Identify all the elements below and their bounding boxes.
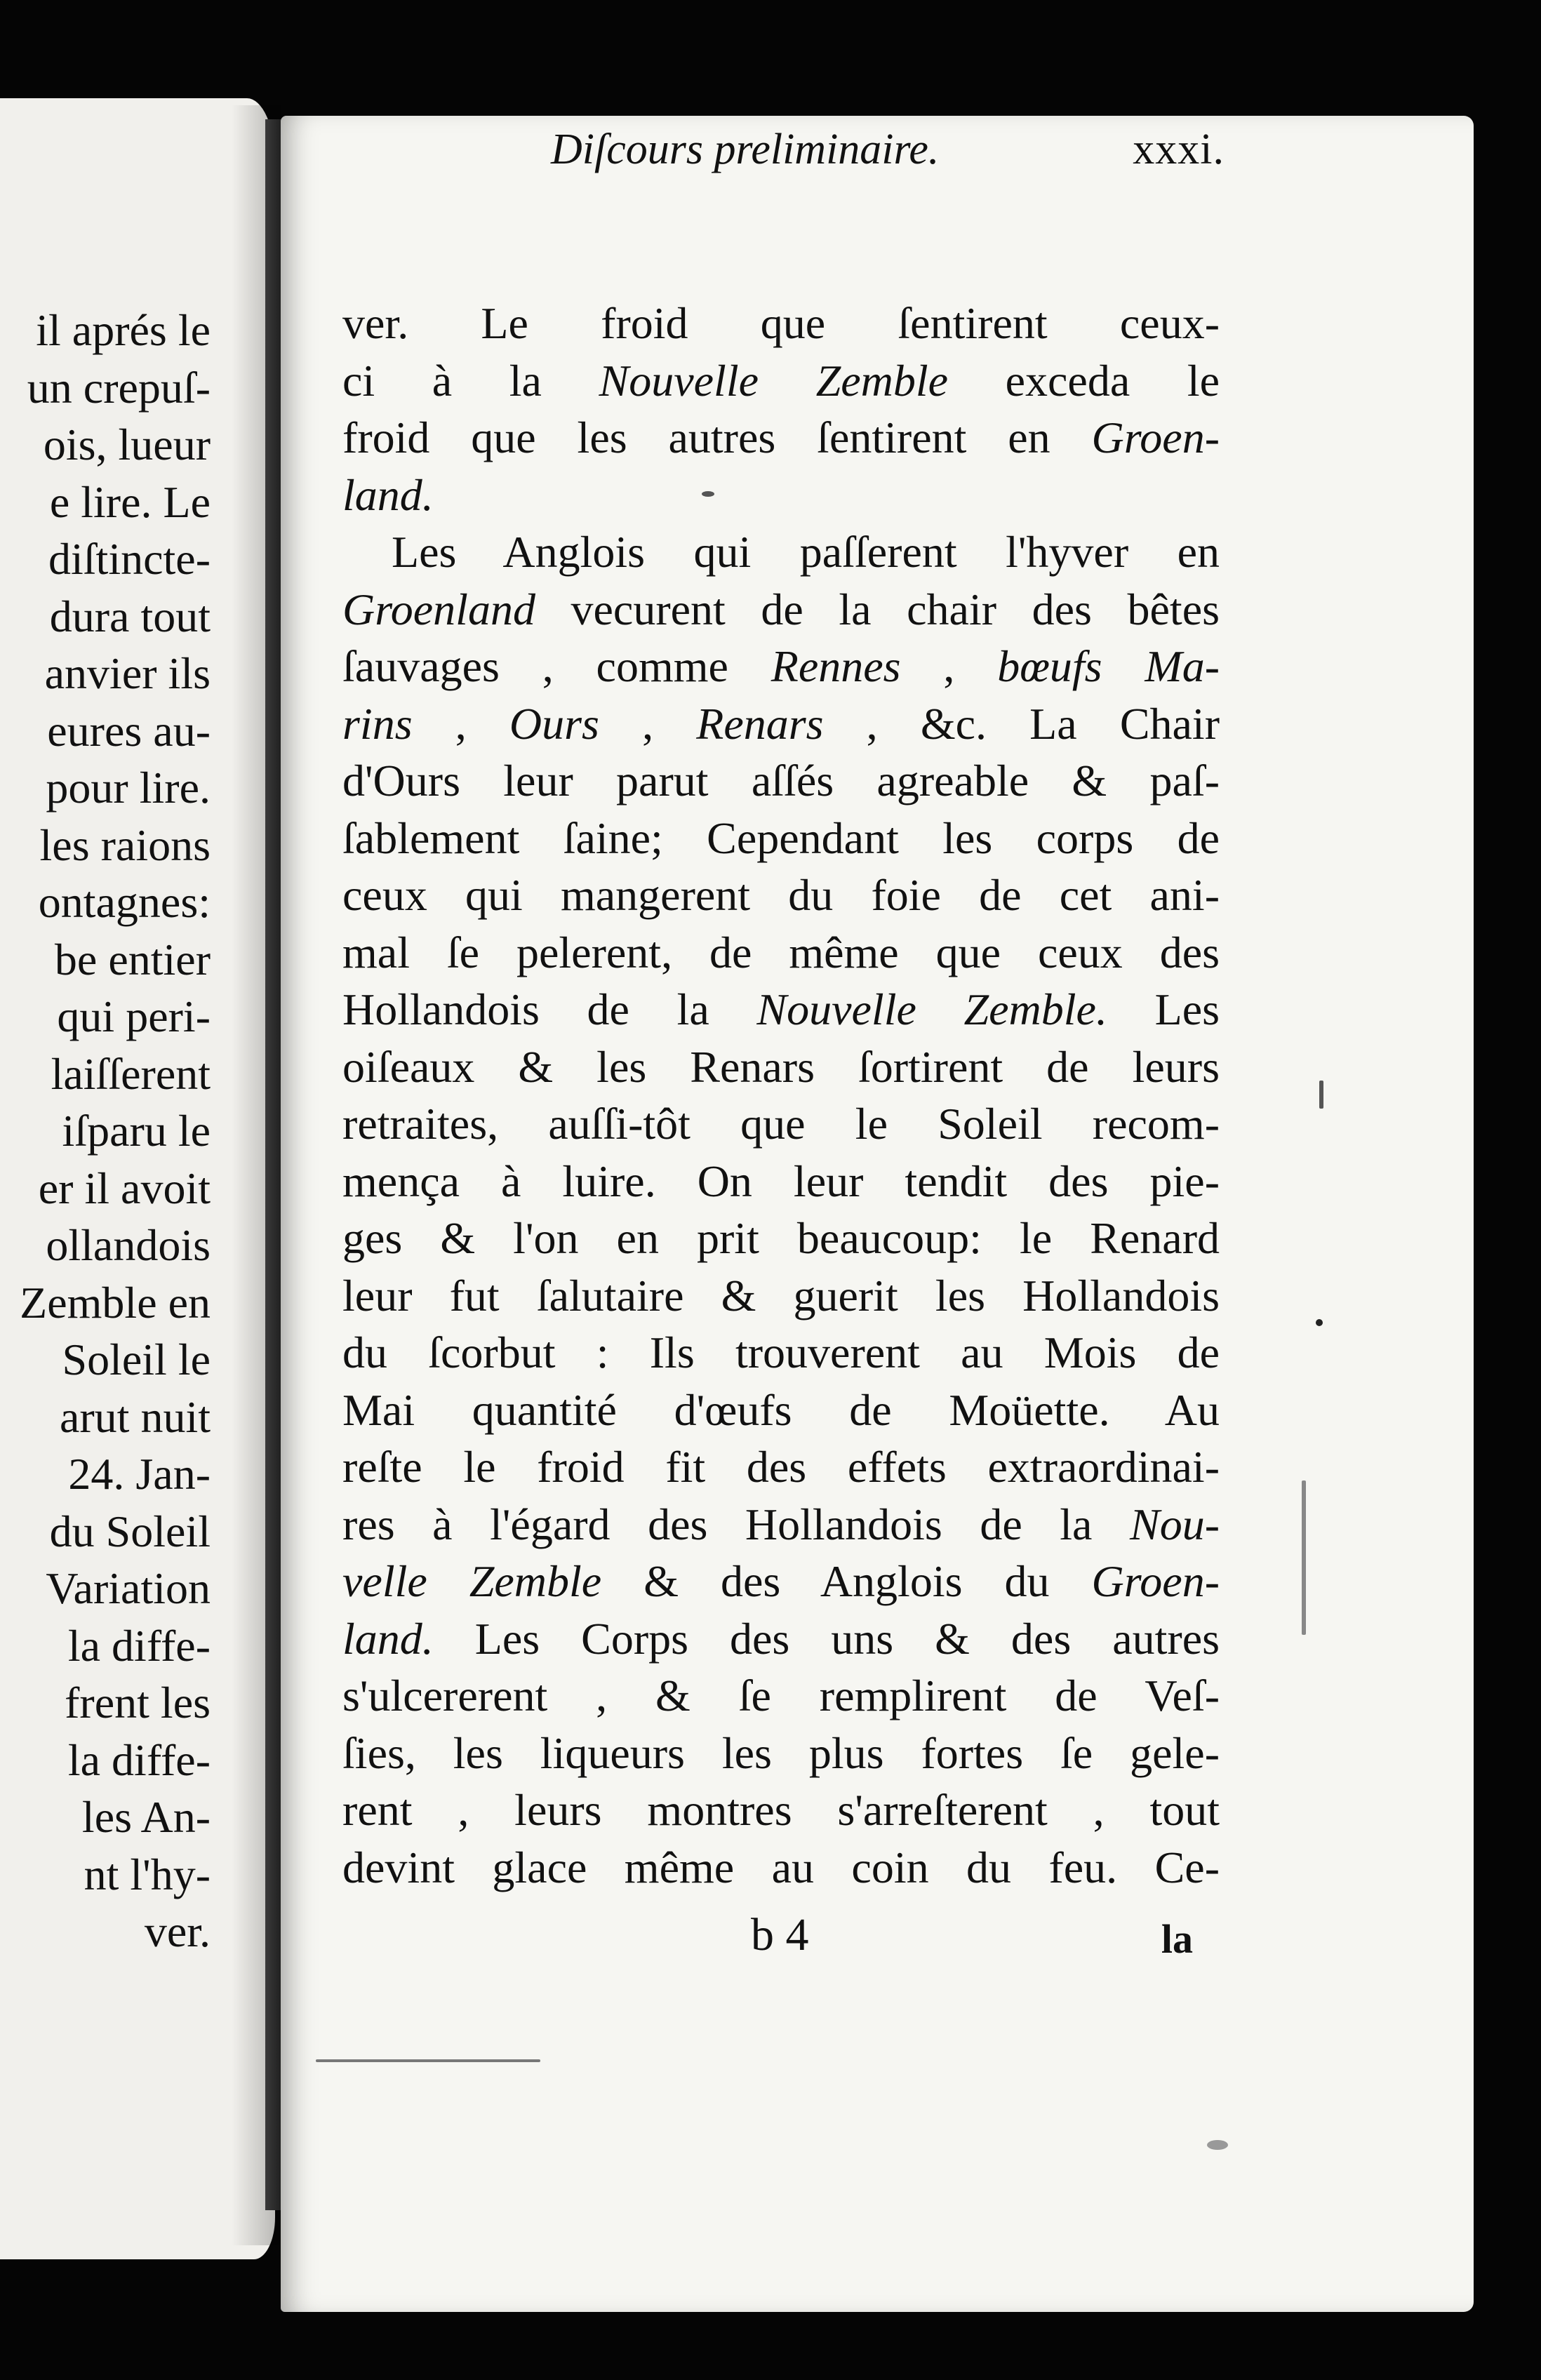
running-head [551, 125, 1225, 181]
text-line: rent , leurs montres s'arreſterent , tout [342, 1785, 1220, 1835]
text-line: retraites, auſſi-tôt que le Soleil recom- [342, 1099, 1220, 1149]
left-page-line: qui peri- [57, 991, 211, 1041]
text-line: ſablement ſaine; Cependant les corps de [342, 813, 1220, 863]
left-page-line: ollandois [46, 1220, 211, 1270]
left-page-line: be entier [54, 934, 211, 984]
text-line: ci à la Nouvelle Zemble exceda le [342, 355, 1220, 406]
left-page-line: 24. Jan- [68, 1449, 211, 1499]
text-line: leur fut ſalutaire & guerit les Hollandois [342, 1270, 1220, 1321]
text-line: s'ulcererent , & ſe remplirent de Veſ- [342, 1671, 1220, 1720]
paragraph-start-line: Les Anglois qui paſſerent l'hyver en [392, 527, 1220, 577]
text-line: d'Ours leur parut aſſés agreable & paſ- [342, 756, 1220, 805]
text-line: reſte le froid fit des effets extraordinai- [342, 1442, 1220, 1492]
left-page-line: les An- [81, 1792, 211, 1842]
left-page-line: laiſſerent [51, 1048, 211, 1099]
text-line: ceux qui mangerent du foie de cet ani- [342, 870, 1220, 920]
text-line: oiſeaux & les Renars ſortirent de leurs [342, 1041, 1220, 1092]
left-page-line: Soleil le [62, 1335, 211, 1384]
text-line: ſies, les liqueurs les plus fortes ſe gele- [342, 1727, 1220, 1778]
left-page-line: pour lire. [46, 763, 211, 813]
text-line: land. [342, 469, 434, 520]
page-footer [737, 1908, 1193, 1972]
left-page-line: anvier ils [44, 648, 211, 698]
left-page-line: e lire. Le [49, 476, 211, 527]
text-line: devint glace même au coin du feu. Ce- [342, 1842, 1220, 1892]
left-page-line: du Soleil [49, 1506, 211, 1556]
text-line: res à l'égard des Hollandois de la Nou- [342, 1499, 1220, 1549]
left-page-line: dura tout [49, 591, 211, 641]
left-page-line: ver. [144, 1906, 211, 1956]
text-line: Mai quantité d'œufs de Moüette. Au [342, 1384, 1220, 1435]
left-page-line: la diffe- [67, 1620, 211, 1671]
text-line: mença à luire. On leur tendit des pie- [342, 1156, 1220, 1206]
body-text [342, 295, 1220, 1896]
left-page-line: ontagnes: [38, 877, 211, 927]
left-page-line: Zemble en [20, 1277, 211, 1328]
left-page-line: diſtincte- [48, 534, 211, 584]
left-page-line: les raions [39, 820, 211, 870]
left-page-line: la diffe- [67, 1734, 211, 1785]
left-page-line: un crepuſ- [27, 362, 211, 413]
left-page-line: Variation [46, 1563, 211, 1613]
left-page-line: iſparu le [62, 1106, 211, 1156]
text-line: land. Les Corps des uns & des autres [342, 1613, 1220, 1664]
left-page-line: arut nuit [59, 1391, 211, 1442]
left-page-line: il aprés le [36, 305, 211, 355]
left-page-line: nt l'hy- [84, 1849, 211, 1899]
running-head-title: Diſcours preliminaire. [551, 126, 940, 173]
text-line: mal ſe pelerent, de même que ceux des [342, 927, 1220, 977]
text-line: velle Zemble & des Anglois du Groen- [342, 1556, 1220, 1606]
text-line: Hollandois de la Nouvelle Zemble. Les [342, 984, 1220, 1034]
text-line: rins , Ours , Renars , &c. La Chair [342, 698, 1220, 749]
left-page-line: er il avoit [38, 1163, 211, 1213]
left-page-line: eures au- [47, 705, 211, 756]
left-page-line: frent les [65, 1678, 211, 1727]
text-line: ver. Le froid que ſentirent ceux- [342, 298, 1220, 348]
text-line: du ſcorbut : Ils trouverent au Mois de [342, 1328, 1220, 1377]
catchword: la [1161, 1916, 1193, 1962]
text-line: ges & l'on en prit beaucoup: le Renard [342, 1213, 1220, 1263]
text-line: froid que les autres ſentirent en Groen- [342, 413, 1220, 462]
text-line: ſauvages , comme Rennes , bœufs Ma- [342, 641, 1220, 691]
left-page-text [0, 302, 211, 1960]
page-number: xxxi. [1133, 126, 1225, 173]
signature-mark: b 4 [751, 1909, 809, 1960]
left-page-line: ois, lueur [43, 420, 211, 469]
text-line: Groenland vecurent de la chair des bêtes [342, 584, 1220, 634]
